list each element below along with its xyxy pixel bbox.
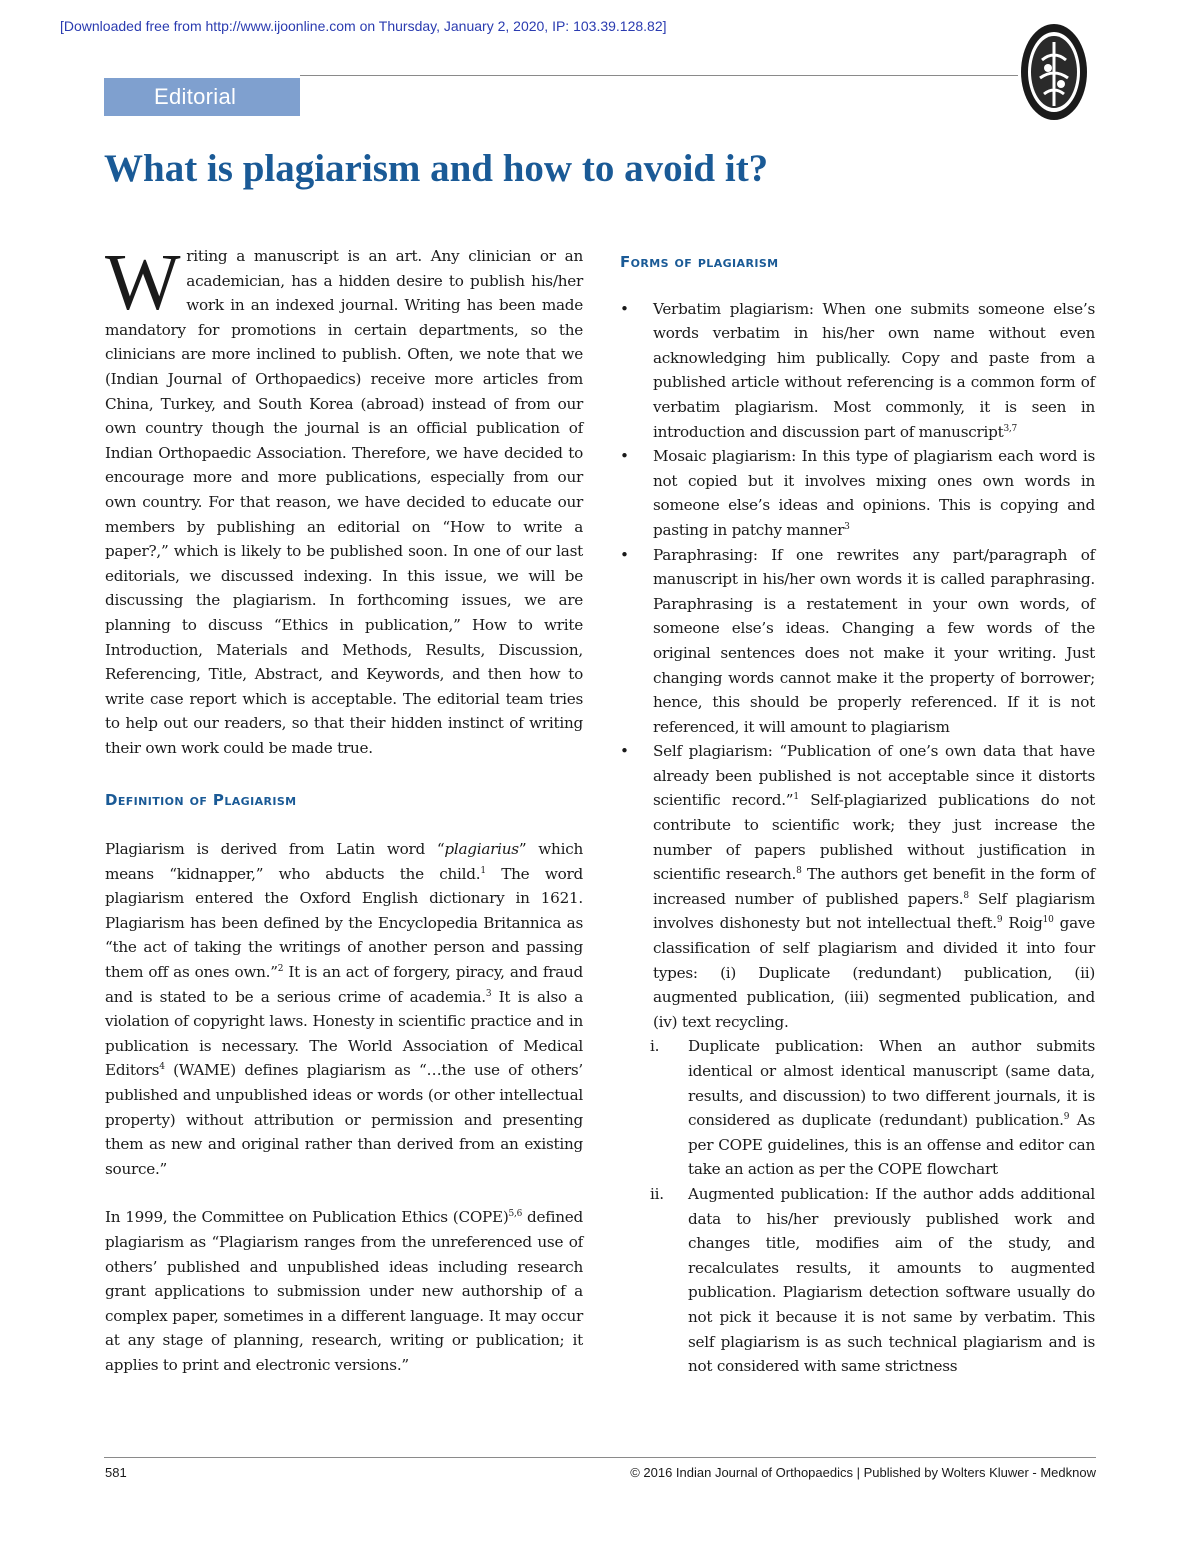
list-item-mosaic: • Mosaic plagiarism: In this type of plagiarism each word is not copied but it involves mixing ones own words in someone else’s ideas and opinions. This is copying and pasting in patchy manner$^3$ (620, 444, 1095, 542)
definition-paragraph-1: Plagiarism is derived from Latin word “plagiarius” which means “kidnapper,” who abducts the child.$^1$ The word plagiarism entered the Oxford English dictionary in 1621. Plagiarism has been defined by the Encyclopedia Britannica as “the act of taking the writings of another person and passing them off as ones own.”$^2$ It is an act of forgery, piracy, and fraud and is stated to be a serious crime of academia.$^3$ It is also a violation of copyright laws. Honesty in scientific practice and in publication is necessary. The World Association of Medical Editors$^4$ (WAME) defines plagiarism as “…the use of others’ published and unpublished ideas or words (or other intellectual property) without attribution or permission and presenting them as new and original rather than derived from an existing source.” (105, 840, 584, 1178)
citation: 3,7 (1003, 423, 1018, 434)
list-item-self-plagiarism: • Self plagiarism: “Publication of one’s own data that have already been published is not acceptable since it distorts scientific record.”$^1$ Self-plagiarized publications do not contribute to scientific work; they just increase the number of papers published without justification in scientific research.$^8$ The authors get benefit in the form of increased number of published papers.$^8$ Self plagiarism involves dishonesty but not intellectual theft.$^9$ Roig$^{10}$ gave classification of self plagiarism and divided it into four types: (i) Duplicate (redundant) publication, (ii) augmented publication, (iii) segmented publication, and (iv) text recycling. i. Duplicate publication: When an author submits identical or almost identical manuscript (same data, results, and discussion) to two different journals, it is considered as duplicate (redundant) publication.$^9$ As per COPE guidelines, this is an offense and editor can take an action as per the COPE flowchart ii. Augmented publication: If the author adds additional data to his/her previously published work and changes title, modifies aim of the study, and recalculates results, it amounts to augmented publication. Plagiarism detection software usually do not pick it because it is not same by verbatim. This self plagiarism is as such technical plagiarism and is not considered with same strictness (620, 739, 1095, 1378)
citation: 4 (159, 1062, 165, 1073)
article-title: What is plagiarism and how to avoid it? (104, 147, 769, 190)
citation: 2 (277, 963, 284, 974)
forms-list (620, 297, 1095, 1379)
citation: 5,6 (508, 1209, 523, 1220)
section-tag (104, 78, 300, 116)
page-number: 581 (105, 1465, 127, 1480)
citation: 8 (796, 866, 802, 877)
citation: 9 (1063, 1112, 1070, 1123)
citation: 1 (793, 792, 799, 803)
copyright-notice: © 2016 Indian Journal of Orthopaedics | Published by Wolters Kluwer - Medknow (630, 1465, 1096, 1480)
definition-heading: Definition of Plagiarism (105, 791, 297, 810)
forms-heading: Forms of plagiarism (620, 253, 779, 271)
definition-paragraph-2: In 1999, the Committee on Publication Ethics (COPE)$^{5,6}$ defined plagiarism as “Plagiarism ranges from the unreferenced use of others’ published and unpublished ideas including research grant applications to submission under new authorship of a complex paper, sometimes in a different language. It may occur at any stage of planning, research, writing or publication; it applies to print and electronic versions.” (105, 1208, 583, 1374)
intro-paragraph (105, 239, 583, 760)
right-column (620, 244, 1095, 1379)
citation: 3 (485, 988, 492, 999)
header-rule (300, 75, 1018, 76)
drop-cap: W (105, 239, 181, 327)
list-item-augmented: ii. Augmented publication: If the author adds additional data to his/her previously published work and changes title, modifies aim of the study, and recalculates results, it amounts to augmented publication. Plagiarism detection software usually do not pick it because it is not same by verbatim. This self plagiarism is as such technical plagiarism and is not considered with same strictness (650, 1184, 1095, 1376)
section-tag-label: Editorial (154, 84, 237, 109)
citation: 8 (963, 890, 969, 901)
footer-rule (104, 1457, 1096, 1458)
intro-text: riting a manuscript is an art. Any clinician or an academician, has a hidden desire to publish his/her work in an indexed journal. Writing has been made mandatory for promotions in certain departments, so the clinicians are more inclined to publish. Often, we note that we (Indian Journal of Orthopaedics) receive more articles from China, Turkey, and South Korea (abroad) instead of from our own country though the journal is an official publication of Indian Orthopaedic Association. Therefore, we have decided to encourage more and more publications, especially from our own country. For that reason, we have decided to educate our members by publishing an editorial on “How to write a paper?,” which is likely to be published soon. In one of our last editorials, we discussed indexing. In this issue, we will be discussing the plagiarism. In forthcoming issues, we are planning to discuss “Ethics in publication,” How to write Introduction, Materials and Methods, Results, Discussion, Referencing, Title, Abstract, and Keywords, and then how to write case report which is acceptable. The editorial team tries to help out our readers, so that their hidden instinct of writing their own work could be made true. (105, 247, 583, 757)
list-item-paraphrasing: • Paraphrasing: If one rewrites any part/paragraph of manuscript in his/her own words it is called paraphrasing. Paraphrasing is a restatement in your own words, of someone else’s ideas. Changing a few words of the original sentences does not make it your writing. Just changing words cannot make it the property of borrower; hence, this should be properly referenced. If it is not referenced, it will amount to plagiarism (620, 543, 1095, 740)
left-column (105, 239, 584, 1378)
self-plagiarism-types (620, 1034, 1095, 1378)
list-item-verbatim: • Verbatim plagiarism: When one submits someone else’s words verbatim in his/her own name without even acknowledging him publically. Copy and paste from a published article without referencing is a common form of verbatim plagiarism. Most commonly, it is seen in introduction and discussion part of manuscript$^{3,7}$ (620, 297, 1095, 445)
journal-seal-icon (1018, 20, 1090, 124)
download-notice: [Downloaded free from http://www.ijoonline.com on Thursday, January 2, 2020, IP: 103.39.128.82] (60, 18, 667, 34)
citation: 3 (844, 521, 850, 532)
citation: 1 (480, 865, 486, 876)
citation: 10 (1042, 915, 1054, 926)
list-item-duplicate: i. Duplicate publication: When an author submits identical or almost identical manuscript (same data, results, and discussion) to two different journals, it is considered as duplicate (redundant) publication.$^9$ As per COPE guidelines, this is an offense and editor can take an action as per the COPE flowchart (650, 1037, 1095, 1179)
citation: 9 (996, 915, 1003, 926)
